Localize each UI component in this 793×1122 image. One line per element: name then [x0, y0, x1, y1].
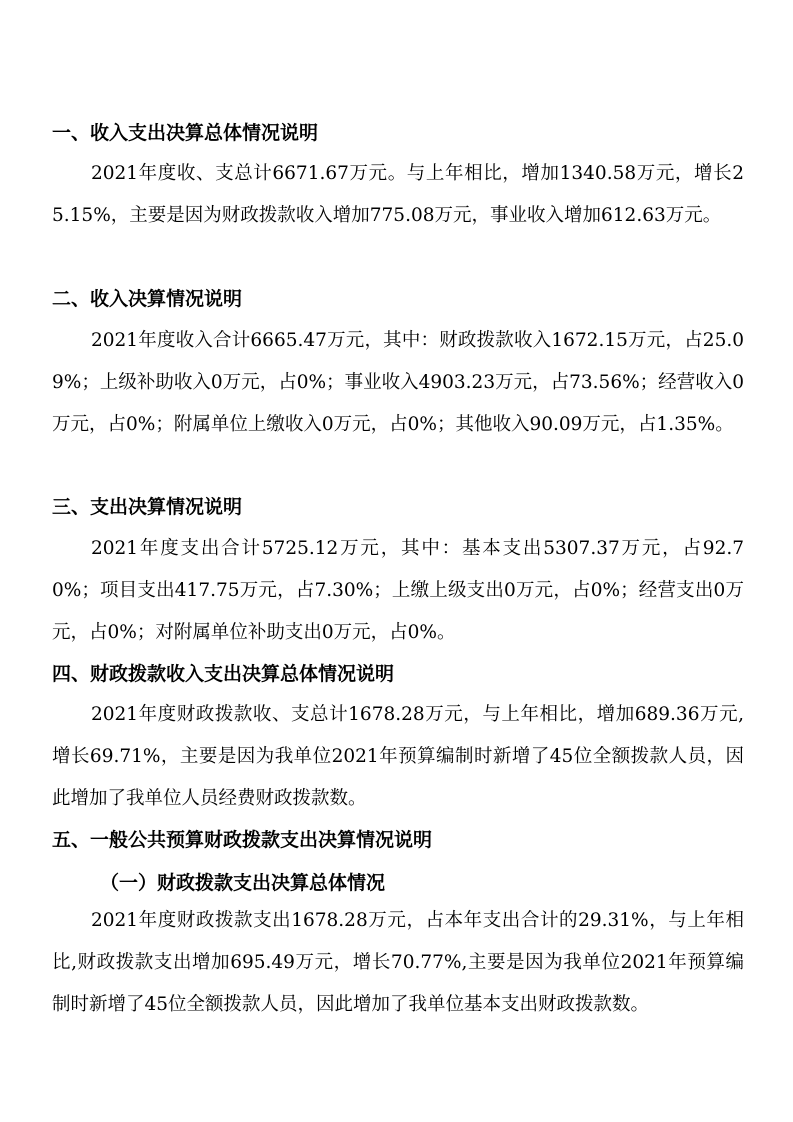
section-1-heading: 一、收入支出决算总体情况说明	[52, 122, 319, 144]
section-5-body: 2021年度财政拨款支出1678.28万元，占本年支出合计的29.31%，与上年相比,财政拨款支出增加695.49万元，增长70.77%,主要是因为我单位2021年预算编制时新增了45位全额拨款人员，因此增加了我单位基本支出财政拨款数。	[52, 910, 744, 1015]
section-5-subheading: （一）财政拨款支出决算总体情况	[100, 872, 386, 894]
section-3-body: 2021年度支出合计5725.12万元，其中：基本支出5307.37万元，占92.70%；项目支出417.75万元，占7.30%；上缴上级支出0万元，占0%；经营支出0万元，占0%；对附属单位补助支出0万元，占0%。	[52, 538, 744, 643]
section-4-heading: 四、财政拨款收入支出决算总体情况说明	[52, 663, 395, 685]
section-2-heading: 二、收入决算情况说明	[52, 288, 243, 310]
section-4-body: 2021年度财政拨款收、支总计1678.28万元，与上年相比，增加689.36万元,增长69.71%，主要是因为我单位2021年预算编制时新增了45位全额拨款人员，因此增加了我单位人员经费财政拨款数。	[52, 704, 744, 809]
section-2-body: 2021年度收入合计6665.47万元，其中：财政拨款收入1672.15万元，占25.09%；上级补助收入0万元，占0%；事业收入4903.23万元，占73.56%；经营收入0万元，占0%；附属单位上缴收入0万元，占0%；其他收入90.09万元，占1.35%。	[52, 330, 744, 435]
section-5-heading: 五、一般公共预算财政拨款支出决算情况说明	[52, 829, 433, 851]
section-1-body: 2021年度收、支总计6671.67万元。与上年相比，增加1340.58万元，增长25.15%，主要是因为财政拨款收入增加775.08万元，事业收入增加612.63万元。	[52, 163, 744, 226]
section-3-heading: 三、支出决算情况说明	[52, 496, 243, 518]
